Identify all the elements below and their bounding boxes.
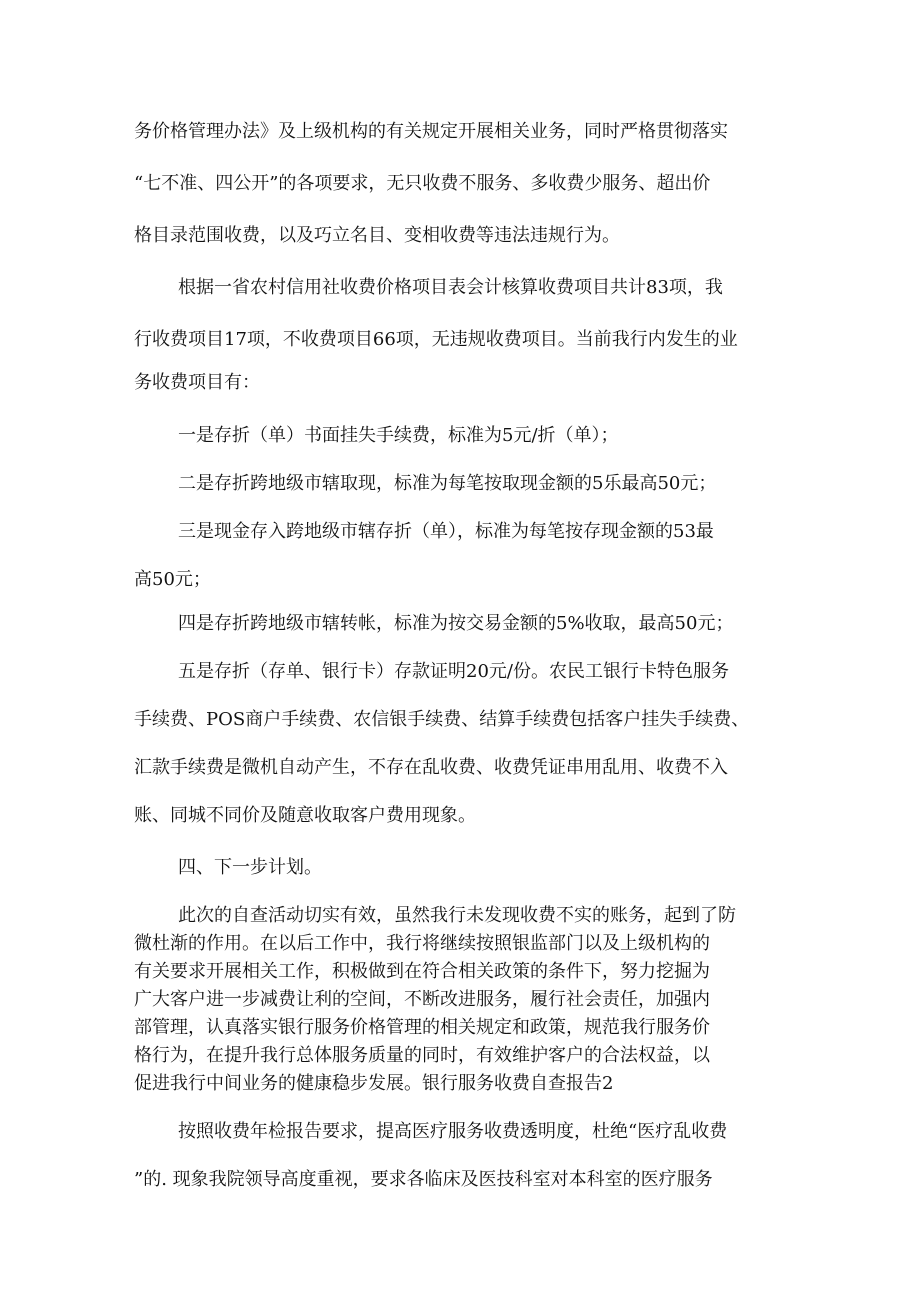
section-heading: 四、下一步计划。 — [178, 857, 322, 878]
text-line: 促进我行中间业务的健康稳步发展。银行服务收费自查报告2 — [134, 1073, 614, 1094]
text-line: 五是存折（存单、银行卡）存款证明20元/份。农民工银行卡特色服务 — [178, 661, 729, 682]
text-line: “七不准、四公开”的各项要求，无只收费不服务、多收费少服务、超出价 — [134, 173, 711, 194]
text-line: 四是存折跨地级市辖转帐，标准为按交易金额的5%收取，最高50元； — [178, 613, 734, 634]
text-line: 务收费项目有： — [134, 372, 260, 393]
text-line: 三是现金存入跨地级市辖存折（单），标准为每笔按存现金额的53最 — [178, 521, 714, 542]
text-line: 一是存折（单）书面挂失手续费，标准为5元/折（单）； — [178, 425, 619, 446]
text-line: 按照收费年检报告要求，提高医疗服务收费透明度，杜绝“医疗乱收费 — [178, 1121, 728, 1142]
text-line: ”的. 现象我院领导高度重视，要求各临床及医技科室对本科室的医疗服务 — [134, 1169, 713, 1190]
text-line: 账、同城不同价及随意收取客户费用现象。 — [134, 805, 476, 826]
text-line: 二是存折跨地级市辖取现，标准为每笔按取现金额的5乐最高50元； — [178, 473, 717, 494]
text-line: 高50元； — [134, 569, 211, 590]
text-line: 根据一省农村信用社收费价格项目表会计核算收费项目共计83项，我 — [178, 277, 723, 298]
text-line: 微杜渐的作用。在以后工作中，我行将继续按照银监部门以及上级机构的 — [134, 933, 710, 954]
text-line: 务价格管理办法》及上级机构的有关规定开展相关业务，同时严格贯彻落实 — [134, 121, 728, 142]
text-line: 手续费、POS商户手续费、农信银手续费、结算手续费包括客户挂失手续费、 — [134, 709, 750, 730]
text-line: 此次的自查活动切实有效，虽然我行未发现收费不实的账务，起到了防 — [178, 905, 736, 926]
text-line: 格目录范围收费，以及巧立名目、变相收费等违法违规行为。 — [134, 225, 620, 246]
text-line: 部管理，认真落实银行服务价格管理的相关规定和政策，规范我行服务价 — [134, 1017, 710, 1038]
text-line: 格行为，在提升我行总体服务质量的同时，有效维护客户的合法权益，以 — [134, 1045, 710, 1066]
text-line: 汇款手续费是微机自动产生，不存在乱收费、收费凭证串用乱用、收费不入 — [134, 757, 728, 778]
text-line: 行收费项目17项，不收费项目66项，无违规收费项目。当前我行内发生的业 — [134, 329, 738, 350]
text-line: 有关要求开展相关工作，积极做到在符合相关政策的条件下，努力挖掘为 — [134, 961, 710, 982]
text-line: 广大客户进一步减费让利的空间，不断改进服务，履行社会责任，加强内 — [134, 989, 710, 1010]
